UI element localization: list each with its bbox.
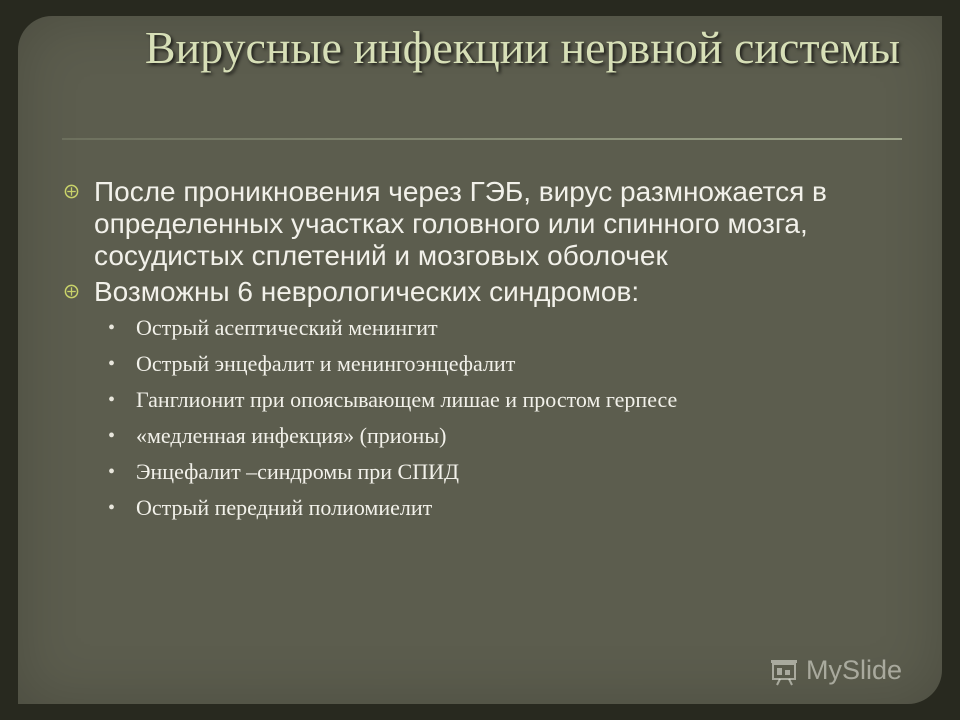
bullet-item-1 [64, 176, 854, 272]
sub-bullet-text: «медленная инфекция» (прионы) [136, 423, 447, 448]
bullet-dot-icon: • [108, 425, 116, 447]
circled-plus-icon [64, 284, 79, 299]
sub-bullet-item-1 [108, 316, 854, 340]
sub-bullet-item-3 [108, 388, 854, 412]
bullet-item-2 [64, 276, 854, 308]
sub-bullet-text: Острый энцефалит и менингоэнцефалит [136, 351, 516, 376]
bullet-dot-icon: • [108, 461, 116, 483]
bullet-dot-icon: • [108, 353, 116, 375]
sub-bullet-item-5 [108, 460, 854, 484]
sub-bullet-text: Острый асептический менингит [136, 315, 438, 340]
bullet-dot-icon: • [108, 497, 116, 519]
sub-bullet-text: Энцефалит –синдромы при СПИД [136, 459, 459, 484]
bullet-text: После проникновения через ГЭБ, вирус размножается в определенных участках головного или спинного мозга, сосудистых сплетений и мозговых оболочек [94, 176, 827, 271]
sub-bullet-text: Ганглионит при опоясывающем лишае и простом герпесе [136, 387, 678, 412]
slide-title: Вирусные инфекции нервной системы [144, 22, 900, 73]
bullet-dot-icon: • [108, 317, 116, 339]
watermark [768, 655, 902, 686]
title-divider [62, 138, 902, 140]
sub-bullet-text: Острый передний полиомиелит [136, 495, 433, 520]
sub-bullet-item-4 [108, 424, 854, 448]
sub-bullet-item-6 [108, 496, 854, 520]
slide-content [64, 176, 854, 532]
watermark-text: MySlide [806, 655, 903, 685]
circled-plus-icon [64, 184, 79, 199]
bullet-text: Возможны 6 неврологических синдромов: [94, 276, 640, 307]
sub-bullet-item-2 [108, 352, 854, 376]
bullet-dot-icon: • [108, 389, 116, 411]
slide-logo-icon [768, 656, 802, 686]
syndrome-list [108, 316, 854, 520]
